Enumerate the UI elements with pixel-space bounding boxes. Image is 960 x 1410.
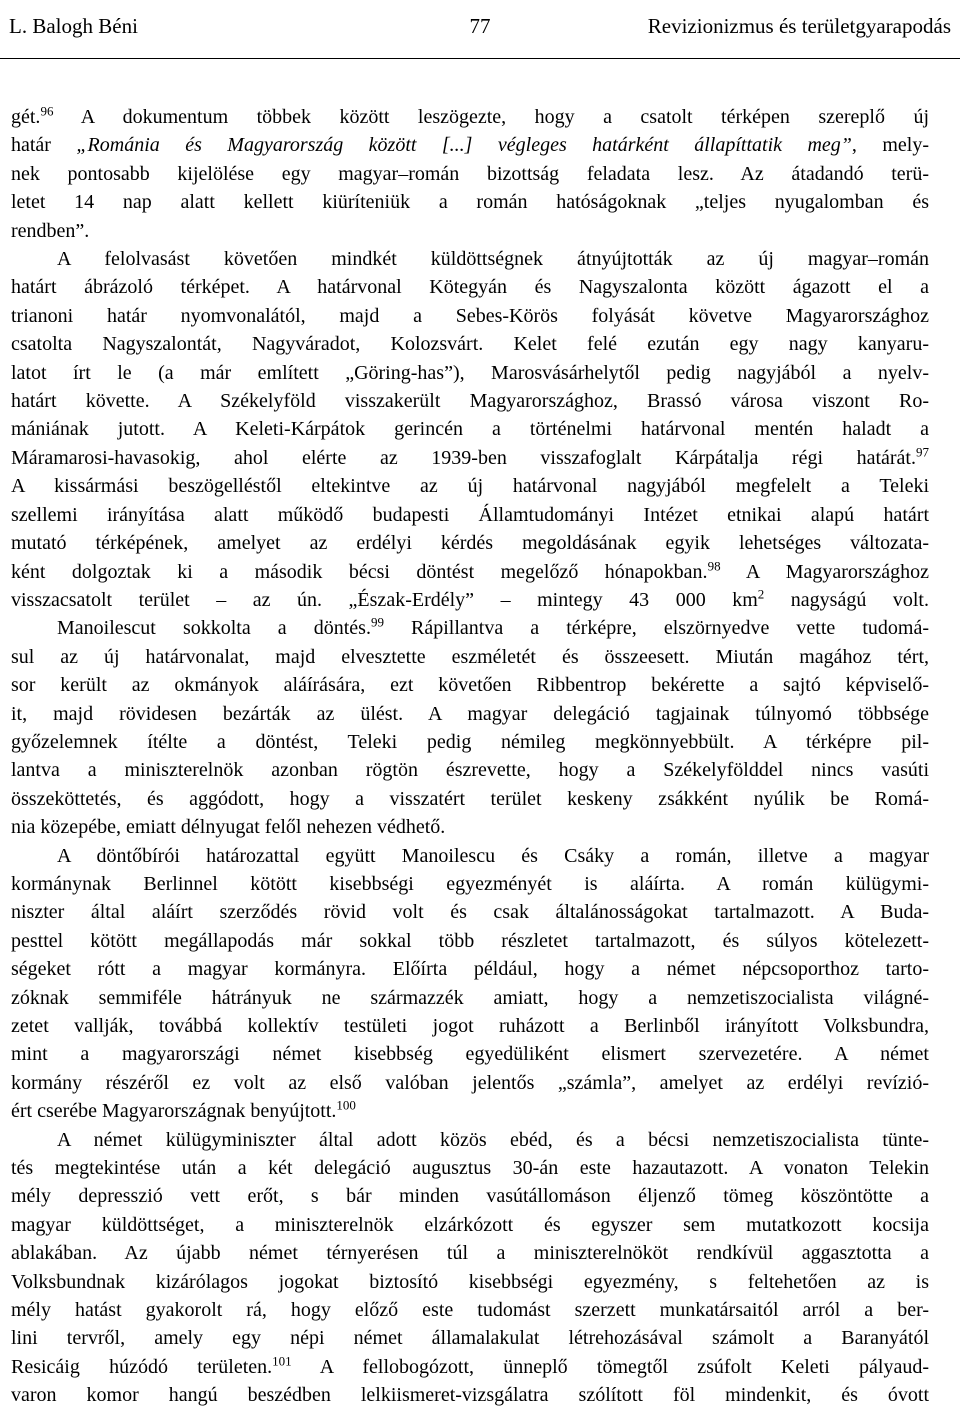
text-line: mutató térképének, amelyet az erdélyi kérdés megoldásának egyik lehetséges változata- (11, 532, 929, 555)
text-line: pesttel kötött megállapodás már sokkal több részletet tartalmazott, és súlyos kötelezett- (11, 929, 929, 952)
text-line: A felolvasást követően mindkét küldöttségnek átnyújtották az új magyar–román (57, 248, 929, 271)
text-line: határt ábrázoló térképet. A határvonal Kötegyán és Nagyszalonta között ágazott el a (11, 276, 929, 299)
header-page-number: 77 (469, 14, 491, 38)
text-line: nia közepébe, emiatt délnyugat felől nehezen védhető. (11, 816, 446, 839)
header-title: Revizionizmus és területgyarapodás (647, 14, 951, 38)
text-line: mély depresszió vett erőt, s bár minden vasútállomáson éljenző tömeg köszöntötte a (11, 1185, 929, 1208)
text-line: ségeket rótt a magyar kormányra. Előírta például, hogy a német népcsoporthoz tarto- (11, 958, 929, 981)
text-line: niszter által aláírt szerződés rövid volt és csak általánosságokat tartalmazott. A Buda- (11, 901, 929, 924)
text-line: ként dolgoztak ki a második bécsi döntést megelőző hónapokban.$^{98}$ A Magyarországhoz (11, 557, 929, 583)
text-line: csatolta Nagyszalontát, Nagyváradot, Kolozsvárt. Kelet felé ezután egy nagy kanyaru- (11, 333, 929, 356)
text-line: gét.$^{96}$ A dokumentum többek között leszögezte, hogy a csatolt térképen szereplő új (11, 103, 929, 128)
text-line: ablakában. Az újabb német térnyerésen túl a miniszterelnököt rendkívül aggasztotta a (11, 1242, 929, 1265)
text-line: kormánynak Berlinnel kötött kisebbségi egyezményét is aláírta. A román külügymi- (11, 872, 929, 895)
text-line: mély hatást gyakorolt rá, hogy előző este tudomást szerzett munkatársaitól arról a ber- (11, 1299, 929, 1322)
text-line: lini tervről, amely egy népi német államalakulat létrehozásával számolt a Baranyától (11, 1327, 929, 1350)
text-line: visszacsatolt terület – az ún. „Észak-Erdély” – mintegy 43 000 $km^2$ nagyságú volt. (11, 586, 929, 611)
text-line: Resicáig húzódó területen.$^{101}$ A fellobogózott, ünneplő tömegtől zsúfolt Keleti pályaud- (11, 1353, 929, 1378)
text-line: zetet vallják, továbbá kollektív testületi jogot ruházott a Berlinből irányított Volksbundra, (11, 1015, 929, 1037)
text-line: A kissármási beszögelléstől eltekintve az új határvonal nagyjából megfelelt a Teleki (11, 475, 929, 498)
text-line: győzelemnek ítélte a döntést, Teleki pedig némileg megkönnyebbült. A térképre pil- (11, 730, 929, 753)
text-line: szellemi irányítása alatt működő budapesti Államtudományi Intézet etnikai alapú határt (11, 503, 929, 526)
text-line: Volksbundnak kizárólagos jogokat biztosító kisebbségi egyezmény, s feltehetően az is (11, 1270, 929, 1293)
text-line: sul az új határvonalat, majd elvesztette eszméletét és összeesett. Miután magához tért, (11, 645, 929, 668)
page-header (9, 10, 951, 42)
header-author: L. Balogh Béni (9, 14, 138, 38)
text-line: határ „Románia és Magyarország között [...] végleges határként állapíttatik meg”, mely- (11, 134, 929, 157)
text-line: tés megtekintése után a két delegáció augusztus 30-án este hazautazott. A vonaton Telekin (11, 1157, 929, 1180)
header-divider (0, 58, 960, 59)
text-line: nek pontosabb kijelölése egy magyar–román bizottság feladata lesz. Az átadandó terü- (11, 162, 929, 185)
text-line: trianoni határ nyomvonalától, majd a Sebes-Körös folyását követve Magyarországhoz (11, 304, 929, 327)
text-line: lantva a miniszterelnök azonban rögtön észrevette, hogy a Székelyfölddel nincs vasúti (11, 759, 929, 782)
text-line: magyar küldöttséget, a miniszterelnök elzárkózott és egyszer sem mutatkozott kocsija (11, 1213, 929, 1236)
text-line: határt követte. A Székelyföld visszakerült Magyarországhoz, Brassó városa viszont Ro- (11, 390, 929, 413)
text-line: varon komor hangú beszédben lelkiismeret-vizsgálatra szólított föl mindenkit, és óvott (11, 1384, 929, 1407)
text-line: zóknak semmiféle hátrányuk ne származzék amiatt, hogy a nemzetiszocialista világné- (11, 986, 929, 1009)
body-text (11, 103, 929, 1410)
text-line: sor került az okmányok aláírására, ezt követően Ribbentrop bekérette a sajtó képviselő- (11, 674, 929, 697)
text-line: letet 14 nap alatt kellett kiüríteniük a román hatóságoknak „teljes nyugalomban és (11, 191, 929, 214)
text-line: mint a magyarországi német kisebbség egyedüliként elismert szervezetére. A német (11, 1043, 929, 1066)
text-line: ért cserébe Magyarországnak benyújtott.$^{100}$ (11, 1097, 356, 1123)
text-line: Manoilescut sokkolta a döntés.$^{99}$ Rápillantva a térképre, elszörnyedve vette tudomá- (57, 614, 929, 640)
text-line: Máramarosi-havasokig, ahol elérte az 1939-ben visszafoglalt Kárpátalja régi határát.$^{97}$ (11, 444, 929, 469)
text-line: latot írt le (a már említett „Göring-has”), Marosvásárhelytől pedig nagyjából a nyelv- (11, 361, 929, 384)
text-line: rendben”. (11, 219, 90, 242)
text-line: összeköttetés, és aggódott, hogy a visszatért terület keskeny zsákként nyúlik be Romá- (11, 787, 929, 810)
text-line: mániának jutott. A Keleti-Kárpátok gerincén a történelmi határvonal mentén haladt a (11, 418, 929, 441)
text-line: it, majd rövidesen bezárták az ülést. A magyar delegáció tagjainak túlnyomó többsége (11, 702, 929, 725)
text-line: kormány részéről ez volt az első valóban jelentős „számla”, amelyet az erdélyi revízió- (11, 1071, 929, 1094)
text-line: A német külügyminiszter által adott közös ebéd, és a bécsi nemzetiszocialista tünte- (57, 1128, 929, 1151)
text-line: A döntőbírói határozattal együtt Manoilescu és Csáky a román, illetve a magyar (57, 844, 929, 867)
